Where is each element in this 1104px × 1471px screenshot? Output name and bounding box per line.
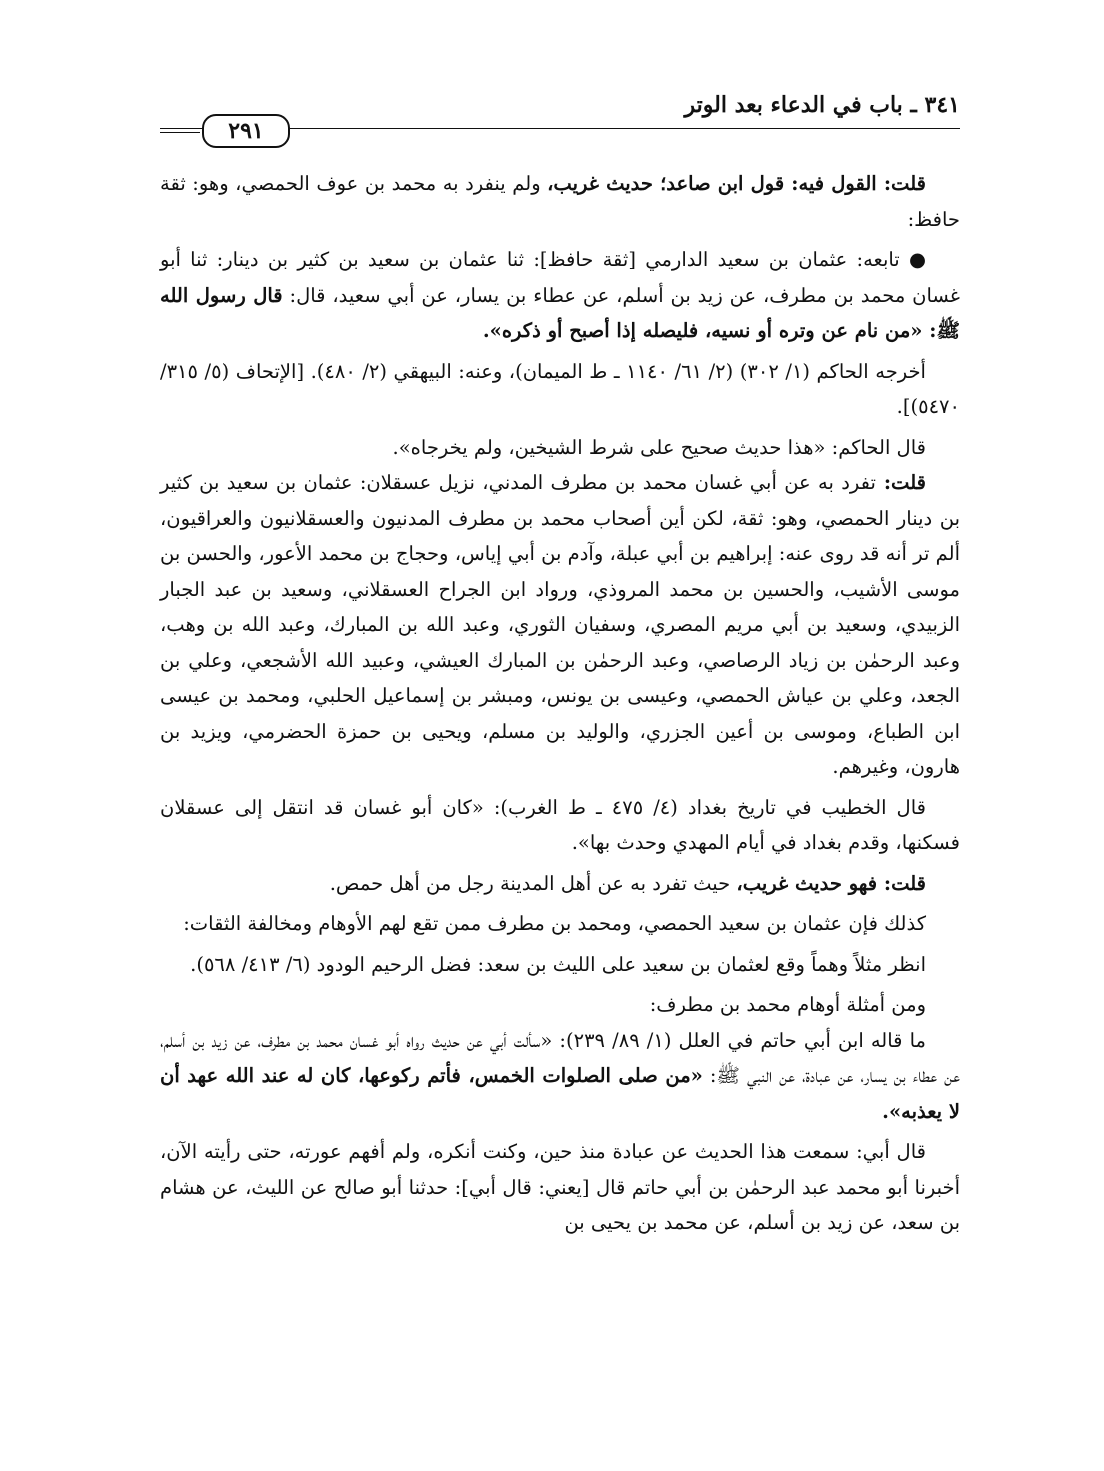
chapter-title: ٣٤١ ـ باب في الدعاء بعد الوتر [684, 92, 960, 118]
paragraph-11 [160, 1023, 960, 1130]
paragraph-8: كذلك فإن عثمان بن سعيد الحمصي، ومحمد بن مطرف ممن تقع لهم الأوهام ومخالفة الثقات: [183, 912, 926, 935]
header-rule-left [160, 132, 200, 133]
paragraph-9: انظر مثلاً وهماً وقع لعثمان بن سعيد على الليث بن سعد: فضل الرحيم الودود (٦/ ٤١٣/ ٥٦٨). [190, 952, 926, 976]
paragraph-10: ومن أمثلة أوهام محمد بن مطرف: [649, 993, 926, 1016]
p2-hadith: قال رسول الله ﷺ: «من نام عن وتره أو نسيه، فليصله إذا أصبح أو ذكره». [160, 283, 960, 342]
p1-bold: القول فيه: قول ابن صاعد؛ حديث غريب، [547, 172, 877, 195]
page-number: ٢٩١ [228, 118, 264, 144]
qultu-label: قلت: [877, 871, 926, 895]
paragraph-5 [160, 465, 960, 785]
paragraph-12: قال أبي: سمعت هذا الحديث عن عبادة منذ حين، وكنت أنكره، ولم أفهم عورته، حتى رأيته الآن، أخبرنا أبو محمد عبد الرحمٰن بن أبي حاتم قال [يعني: قال أبي]: حدثنا أبو صالح عن الليث، عن هشام بن سعد، عن زيد بن أسلم، عن محمد بن يحيى بن [160, 1140, 960, 1234]
qultu-label: قلت: [875, 471, 926, 494]
body-text [160, 166, 960, 1241]
qultu-label: قلت: [876, 172, 926, 195]
p11-text: ما قاله ابن أبي حاتم في العلل (١/ ٨٩/ ٢٣٩): «سألت أبي عن حديث رواه أبو غسان محمد بن مطرف، عن زيد بن أسلم، عن عطاء بن يسار، عن عبادة، عن النبي ﷺ: [160, 1028, 961, 1087]
paragraph-7 [160, 866, 960, 902]
p11-hadith: «من صلى الصلوات الخمس، فأتم ركوعها، كان له عند الله عهد أن لا يعذبه». [160, 1064, 960, 1123]
paragraph-4: قال الحاكم: «هذا حديث صحيح على شرط الشيخين، ولم يخرجاه». [392, 435, 926, 459]
p7-rest: حيث تفرد به عن أهل المدينة رجل من أهل حمص. [329, 871, 737, 895]
p7-bold: فهو حديث غريب، [736, 871, 878, 895]
paragraph-2 [160, 242, 960, 349]
running-header [160, 92, 960, 152]
paragraph-6: قال الخطيب في تاريخ بغداد (٤/ ٤٧٥ ـ ط الغرب): «كان أبو غسان قد انتقل إلى عسقلان فسكنها، وقدم بغداد في أيام المهدي وحدث بها». [160, 795, 960, 854]
paragraph-1 [160, 166, 960, 237]
paragraph-3: أخرجه الحاكم (١/ ٣٠٢) (٢/ ٦١/ ١١٤٠ ـ ط الميمان)، وعنه: البيهقي (٢/ ٤٨٠). [الإتحاف (٥/ ٣١٥/ ٥٤٧٠)]. [160, 359, 960, 418]
p5-text: تفرد به عن أبي غسان محمد بن مطرف المدني، نزيل عسقلان: عثمان بن سعيد بن كثير بن دينار الحمصي، وهو: ثقة، لكن أين أصحاب محمد بن مطرف المدنيون والعسقلانيون والعراقيون، ألم تر أنه قد روى عنه: إبراهيم بن أبي عبلة، وآدم بن أبي إياس، وحجاج بن محمد الأعور، والحسن بن موسى الأشيب، والحسين بن محمد المروذي، ورواد ابن الجراح العسقلاني، وسعيد بن عبد الجبار الزبيدي، وسعيد بن أبي مريم المصري، وسفيان الثوري، وعبد الله بن المبارك، وعبد الله بن وهب، وعبد الرحمٰن بن زياد الرصاصي، وعبد الرحمٰن بن المبارك العيشي، وعبيد الله الأشجعي، وعلي بن الجعد، وعلي بن عياش الحمصي، وعيسى بن يونس، ومبشر بن إسماعيل الحلبي، ومحمد بن عيسى ابن الطباع، وموسى بن أعين الجزري، والوليد بن مسلم، ويحيى بن حمزة الحضرمي، ويزيد بن هارون، وغيرهم. [160, 471, 960, 778]
p2-text: ● تابعه: عثمان بن سعيد الدارمي [ثقة حافظ]: ثنا عثمان بن سعيد بن كثير بن دينار: ثنا أبو غسان محمد بن مطرف، عن زيد بن أسلم، عن عطاء بن يسار، عن أبي سعيد، قال: [160, 248, 960, 307]
p1-rest: ولم ينفرد به محمد بن عوف الحمصي، وهو: ثقة حافظ: [160, 172, 960, 231]
page-number-badge [202, 114, 290, 148]
